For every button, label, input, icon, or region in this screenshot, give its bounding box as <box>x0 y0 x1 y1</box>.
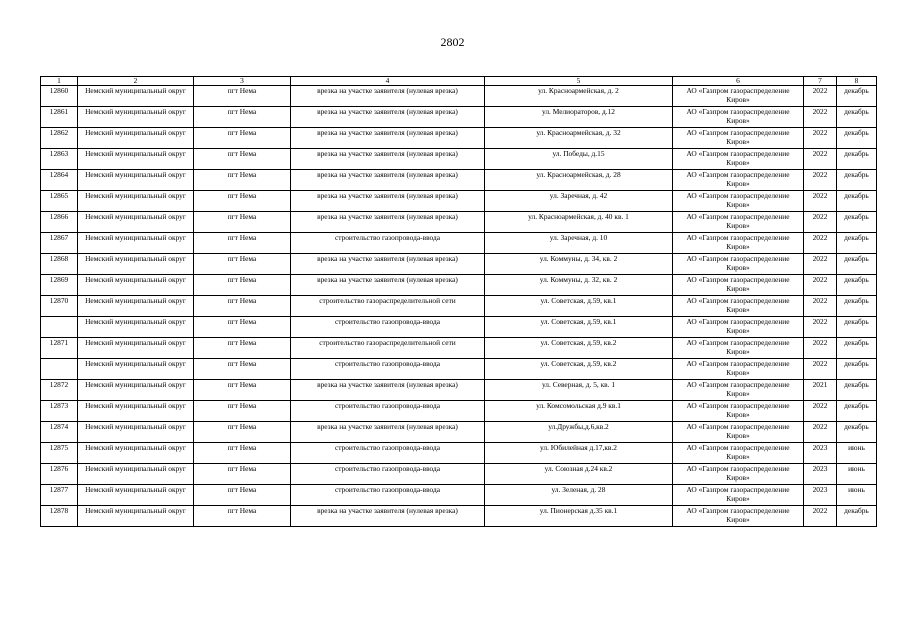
cell-address: ул. Победы, д.15 <box>485 149 673 170</box>
cell-month: декабрь <box>837 296 877 317</box>
cell-work-type: строительство газораспределительной сети <box>291 338 485 359</box>
cell-organization: АО «Газпром газораспределение Киров» <box>673 464 804 485</box>
cell-address: ул. Пионерская д.35 кв.1 <box>485 506 673 527</box>
cell-month: декабрь <box>837 233 877 254</box>
cell-work-type: строительство газопровода-ввода <box>291 317 485 338</box>
cell-address: ул. Заречная, д. 10 <box>485 233 673 254</box>
table-row <box>41 296 877 317</box>
cell-municipality: Немский муниципальный округ <box>78 443 194 464</box>
cell-municipality: Немский муниципальный округ <box>78 296 194 317</box>
column-header-4: 4 <box>291 77 485 86</box>
cell-settlement: пгт Нема <box>194 338 291 359</box>
cell-address: ул. Комсомольская д.9 кв.1 <box>485 401 673 422</box>
cell-settlement: пгт Нема <box>194 443 291 464</box>
cell-address: ул.Дружбы,д.6,кв.2 <box>485 422 673 443</box>
cell-settlement: пгт Нема <box>194 149 291 170</box>
cell-month: декабрь <box>837 107 877 128</box>
cell-address: ул. Коммуны, д. 32, кв. 2 <box>485 275 673 296</box>
table-row <box>41 233 877 254</box>
table-row <box>41 86 877 107</box>
table-row <box>41 254 877 275</box>
cell-settlement: пгт Нема <box>194 191 291 212</box>
cell-year: 2022 <box>804 107 837 128</box>
cell-year: 2021 <box>804 380 837 401</box>
table-row <box>41 275 877 296</box>
table-row <box>41 317 877 338</box>
cell-address: ул. Советская, д.59, кв.2 <box>485 338 673 359</box>
cell-row-number: 12873 <box>41 401 78 422</box>
table-row <box>41 359 877 380</box>
cell-municipality: Немский муниципальный округ <box>78 380 194 401</box>
cell-month: декабрь <box>837 401 877 422</box>
cell-month: июнь <box>837 485 877 506</box>
cell-municipality: Немский муниципальный округ <box>78 233 194 254</box>
cell-address: ул. Советская, д.59, кв.1 <box>485 317 673 338</box>
cell-address: ул. Заречная, д. 42 <box>485 191 673 212</box>
table-row <box>41 401 877 422</box>
cell-organization: АО «Газпром газораспределение Киров» <box>673 317 804 338</box>
cell-address: ул. Советская, д.59, кв.1 <box>485 296 673 317</box>
cell-month: декабрь <box>837 170 877 191</box>
cell-work-type: строительство газопровода-ввода <box>291 485 485 506</box>
table-row <box>41 422 877 443</box>
cell-year: 2022 <box>804 233 837 254</box>
cell-row-number: 12870 <box>41 296 78 317</box>
cell-row-number <box>41 359 78 380</box>
table-header-row <box>41 77 877 86</box>
cell-row-number: 12878 <box>41 506 78 527</box>
column-header-8: 8 <box>837 77 877 86</box>
cell-organization: АО «Газпром газораспределение Киров» <box>673 254 804 275</box>
cell-settlement: пгт Нема <box>194 212 291 233</box>
column-header-7: 7 <box>804 77 837 86</box>
cell-work-type: врезка на участке заявителя (нулевая врезка) <box>291 86 485 107</box>
cell-address: ул. Северная, д. 5, кв. 1 <box>485 380 673 401</box>
cell-work-type: строительство газораспределительной сети <box>291 296 485 317</box>
cell-organization: АО «Газпром газораспределение Киров» <box>673 212 804 233</box>
table-row <box>41 380 877 401</box>
cell-year: 2023 <box>804 464 837 485</box>
cell-settlement: пгт Нема <box>194 422 291 443</box>
cell-municipality: Немский муниципальный округ <box>78 422 194 443</box>
cell-work-type: врезка на участке заявителя (нулевая врезка) <box>291 149 485 170</box>
cell-municipality: Немский муниципальный округ <box>78 254 194 275</box>
cell-settlement: пгт Нема <box>194 254 291 275</box>
cell-work-type: врезка на участке заявителя (нулевая врезка) <box>291 275 485 296</box>
column-header-2: 2 <box>78 77 194 86</box>
cell-month: декабрь <box>837 275 877 296</box>
column-header-1: 1 <box>41 77 78 86</box>
cell-municipality: Немский муниципальный округ <box>78 128 194 149</box>
cell-municipality: Немский муниципальный округ <box>78 149 194 170</box>
cell-settlement: пгт Нема <box>194 275 291 296</box>
cell-settlement: пгт Нема <box>194 128 291 149</box>
cell-address: ул. Юбилейная д.17,кв.2 <box>485 443 673 464</box>
cell-municipality: Немский муниципальный округ <box>78 107 194 128</box>
cell-municipality: Немский муниципальный округ <box>78 275 194 296</box>
cell-address: ул. Мелиораторов, д.12 <box>485 107 673 128</box>
cell-month: декабрь <box>837 254 877 275</box>
table-body <box>41 86 877 527</box>
cell-year: 2022 <box>804 86 837 107</box>
cell-municipality: Немский муниципальный округ <box>78 485 194 506</box>
cell-month: декабрь <box>837 86 877 107</box>
cell-work-type: врезка на участке заявителя (нулевая врезка) <box>291 380 485 401</box>
table-row <box>41 149 877 170</box>
cell-municipality: Немский муниципальный округ <box>78 191 194 212</box>
cell-municipality: Немский муниципальный округ <box>78 212 194 233</box>
cell-organization: АО «Газпром газораспределение Киров» <box>673 338 804 359</box>
cell-month: декабрь <box>837 191 877 212</box>
cell-organization: АО «Газпром газораспределение Киров» <box>673 191 804 212</box>
cell-address: ул. Красноармейская, д. 40 кв. 1 <box>485 212 673 233</box>
cell-settlement: пгт Нема <box>194 485 291 506</box>
cell-organization: АО «Газпром газораспределение Киров» <box>673 401 804 422</box>
cell-month: декабрь <box>837 380 877 401</box>
cell-row-number: 12877 <box>41 485 78 506</box>
cell-work-type: врезка на участке заявителя (нулевая врезка) <box>291 128 485 149</box>
cell-organization: АО «Газпром газораспределение Киров» <box>673 170 804 191</box>
cell-organization: АО «Газпром газораспределение Киров» <box>673 233 804 254</box>
cell-year: 2022 <box>804 212 837 233</box>
cell-address: ул. Красноармейская, д. 28 <box>485 170 673 191</box>
cell-year: 2023 <box>804 443 837 464</box>
cell-month: декабрь <box>837 359 877 380</box>
cell-municipality: Немский муниципальный округ <box>78 464 194 485</box>
cell-year: 2022 <box>804 506 837 527</box>
cell-address: ул. Зеленая, д. 28 <box>485 485 673 506</box>
cell-municipality: Немский муниципальный округ <box>78 86 194 107</box>
cell-work-type: строительство газопровода-ввода <box>291 401 485 422</box>
table-row <box>41 443 877 464</box>
page-number: 2802 <box>440 35 465 49</box>
cell-row-number: 12865 <box>41 191 78 212</box>
cell-month: декабрь <box>837 149 877 170</box>
column-header-6: 6 <box>673 77 804 86</box>
cell-work-type: врезка на участке заявителя (нулевая врезка) <box>291 170 485 191</box>
table-row <box>41 506 877 527</box>
cell-municipality: Немский муниципальный округ <box>78 359 194 380</box>
cell-row-number: 12864 <box>41 170 78 191</box>
cell-work-type: врезка на участке заявителя (нулевая врезка) <box>291 422 485 443</box>
table-row <box>41 128 877 149</box>
cell-year: 2022 <box>804 422 837 443</box>
cell-work-type: врезка на участке заявителя (нулевая врезка) <box>291 254 485 275</box>
cell-year: 2022 <box>804 191 837 212</box>
cell-organization: АО «Газпром газораспределение Киров» <box>673 359 804 380</box>
table-row <box>41 464 877 485</box>
cell-work-type: врезка на участке заявителя (нулевая врезка) <box>291 506 485 527</box>
cell-year: 2022 <box>804 401 837 422</box>
table-row <box>41 485 877 506</box>
cell-organization: АО «Газпром газораспределение Киров» <box>673 149 804 170</box>
cell-work-type: строительство газопровода-ввода <box>291 464 485 485</box>
cell-municipality: Немский муниципальный округ <box>78 338 194 359</box>
cell-row-number: 12869 <box>41 275 78 296</box>
cell-row-number: 12876 <box>41 464 78 485</box>
cell-settlement: пгт Нема <box>194 86 291 107</box>
cell-year: 2022 <box>804 170 837 191</box>
cell-year: 2022 <box>804 275 837 296</box>
table-row <box>41 170 877 191</box>
cell-organization: АО «Газпром газораспределение Киров» <box>673 380 804 401</box>
cell-work-type: строительство газопровода-ввода <box>291 443 485 464</box>
cell-settlement: пгт Нема <box>194 170 291 191</box>
cell-address: ул. Красноармейская, д. 2 <box>485 86 673 107</box>
cell-work-type: строительство газопровода-ввода <box>291 233 485 254</box>
cell-organization: АО «Газпром газораспределение Киров» <box>673 296 804 317</box>
cell-row-number: 12861 <box>41 107 78 128</box>
cell-settlement: пгт Нема <box>194 401 291 422</box>
cell-year: 2023 <box>804 485 837 506</box>
cell-month: декабрь <box>837 128 877 149</box>
cell-settlement: пгт Нема <box>194 359 291 380</box>
cell-row-number: 12867 <box>41 233 78 254</box>
column-header-3: 3 <box>194 77 291 86</box>
cell-municipality: Немский муниципальный округ <box>78 506 194 527</box>
cell-row-number: 12860 <box>41 86 78 107</box>
cell-settlement: пгт Нема <box>194 107 291 128</box>
cell-month: декабрь <box>837 317 877 338</box>
cell-month: июнь <box>837 443 877 464</box>
cell-municipality: Немский муниципальный округ <box>78 401 194 422</box>
cell-month: декабрь <box>837 338 877 359</box>
cell-row-number: 12871 <box>41 338 78 359</box>
cell-organization: АО «Газпром газораспределение Киров» <box>673 86 804 107</box>
cell-address: ул. Красноармейская, д. 32 <box>485 128 673 149</box>
table-row <box>41 338 877 359</box>
cell-row-number: 12874 <box>41 422 78 443</box>
cell-row-number <box>41 317 78 338</box>
table-row <box>41 212 877 233</box>
cell-address: ул. Коммуны, д. 34, кв. 2 <box>485 254 673 275</box>
cell-row-number: 12875 <box>41 443 78 464</box>
cell-settlement: пгт Нема <box>194 380 291 401</box>
cell-year: 2022 <box>804 128 837 149</box>
cell-year: 2022 <box>804 359 837 380</box>
cell-year: 2022 <box>804 149 837 170</box>
cell-row-number: 12872 <box>41 380 78 401</box>
cell-row-number: 12862 <box>41 128 78 149</box>
cell-organization: АО «Газпром газораспределение Киров» <box>673 443 804 464</box>
cell-address: ул. Союзная д.24 кв.2 <box>485 464 673 485</box>
cell-settlement: пгт Нема <box>194 296 291 317</box>
cell-row-number: 12868 <box>41 254 78 275</box>
cell-year: 2022 <box>804 296 837 317</box>
cell-settlement: пгт Нема <box>194 464 291 485</box>
cell-settlement: пгт Нема <box>194 233 291 254</box>
cell-organization: АО «Газпром газораспределение Киров» <box>673 107 804 128</box>
cell-organization: АО «Газпром газораспределение Киров» <box>673 275 804 296</box>
cell-year: 2022 <box>804 338 837 359</box>
cell-settlement: пгт Нема <box>194 506 291 527</box>
cell-row-number: 12866 <box>41 212 78 233</box>
cell-organization: АО «Газпром газораспределение Киров» <box>673 422 804 443</box>
cell-work-type: врезка на участке заявителя (нулевая врезка) <box>291 191 485 212</box>
cell-work-type: строительство газопровода-ввода <box>291 359 485 380</box>
cell-month: декабрь <box>837 212 877 233</box>
cell-month: декабрь <box>837 422 877 443</box>
cell-organization: АО «Газпром газораспределение Киров» <box>673 128 804 149</box>
table-row <box>41 191 877 212</box>
cell-municipality: Немский муниципальный округ <box>78 317 194 338</box>
cell-settlement: пгт Нема <box>194 317 291 338</box>
cell-month: декабрь <box>837 506 877 527</box>
cell-municipality: Немский муниципальный округ <box>78 170 194 191</box>
cell-row-number: 12863 <box>41 149 78 170</box>
cell-month: июнь <box>837 464 877 485</box>
cell-work-type: врезка на участке заявителя (нулевая врезка) <box>291 107 485 128</box>
cell-organization: АО «Газпром газораспределение Киров» <box>673 485 804 506</box>
cell-work-type: врезка на участке заявителя (нулевая врезка) <box>291 212 485 233</box>
table-row <box>41 107 877 128</box>
cell-address: ул. Советская, д.59, кв.2 <box>485 359 673 380</box>
cell-year: 2022 <box>804 254 837 275</box>
cell-organization: АО «Газпром газораспределение Киров» <box>673 506 804 527</box>
column-header-5: 5 <box>485 77 673 86</box>
cell-year: 2022 <box>804 317 837 338</box>
registry-table <box>40 76 877 527</box>
